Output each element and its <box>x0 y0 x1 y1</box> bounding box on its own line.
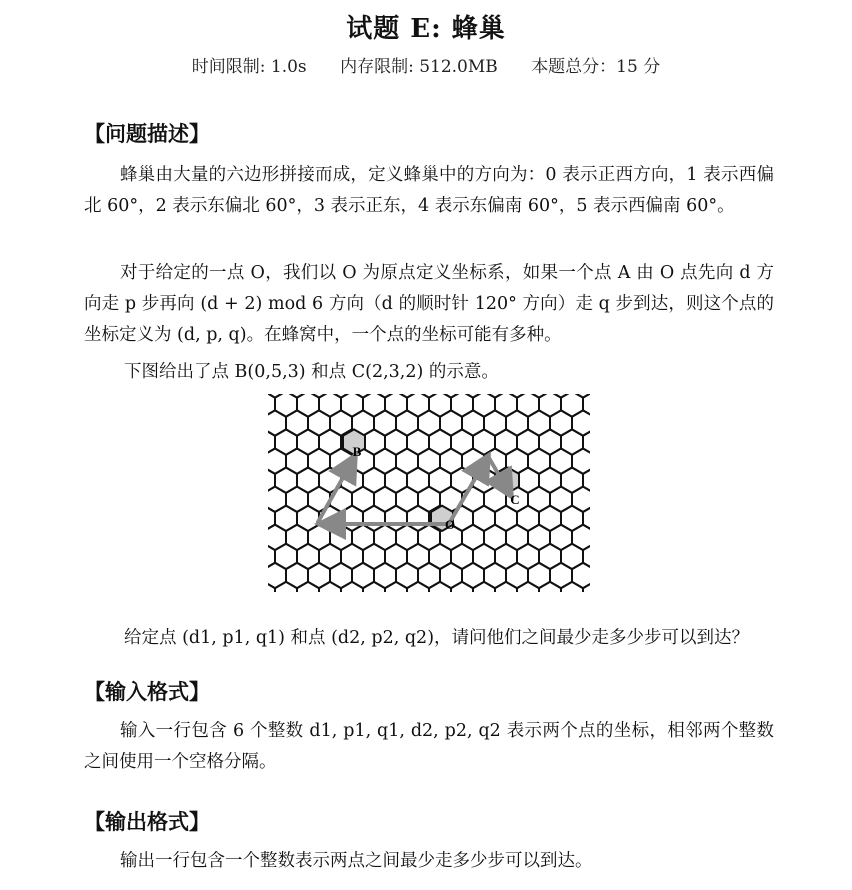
time-limit: 时间限制: 1.0s <box>191 57 307 77</box>
section-input-heading: 【输入格式】 <box>84 680 210 704</box>
section-output-heading: 【输出格式】 <box>84 810 210 834</box>
memory-limit: 内存限制: 512.0MB <box>340 57 498 77</box>
label-c: C <box>510 492 520 507</box>
hex-cell <box>539 582 561 592</box>
input-format-text: 输入一行包含 6 个整数 d1, p1, q1, d2, p2, q2 表示两个点的坐标，相邻两个整数之间使用一个空格分隔。 <box>84 721 774 772</box>
hex-cell <box>495 582 517 592</box>
description-paragraph-1: 蜂巢由大量的六边形拼接而成，定义蜂巢中的方向为：0 表示正西方向，1 表示西偏北 60°，2 表示东偏北 60°，3 表示正东，4 表示东偏南 60°，5 表示西偏南 60°。 <box>84 165 774 216</box>
honeycomb-grid <box>268 394 590 592</box>
hex-cell <box>268 582 275 592</box>
problem-meta <box>0 52 852 77</box>
hex-cell <box>275 582 297 592</box>
honeycomb-figure <box>268 394 590 592</box>
label-b: B <box>352 444 362 459</box>
hex-cell <box>583 582 590 592</box>
problem-title: 试题 E: 蜂巢 <box>346 14 506 44</box>
highlighted-cells <box>343 429 519 531</box>
hex-cell <box>297 582 319 592</box>
hex-cell <box>561 582 583 592</box>
description-paragraph-4: 给定点 (d1, p1, q1) 和点 (d2, p2, q2)，请问他们之间最少走多少步可以到达？ <box>124 628 750 648</box>
hex-cell <box>319 582 341 592</box>
hex-cell <box>363 582 385 592</box>
hex-cell <box>341 582 363 592</box>
hex-cell <box>451 582 473 592</box>
total-score: 本题总分：15 分 <box>531 57 661 77</box>
hex-cell <box>473 582 495 592</box>
section-description-heading: 【问题描述】 <box>84 122 210 146</box>
hex-cell <box>407 582 429 592</box>
description-paragraph-3: 下图给出了点 B(0,5,3) 和点 C(2,3,2) 的示意。 <box>124 362 499 382</box>
label-o: O <box>444 517 456 532</box>
hex-cell <box>429 582 451 592</box>
output-format-text: 输出一行包含一个整数表示两点之间最少走多少步可以到达。 <box>120 851 593 871</box>
description-paragraph-2: 对于给定的一点 O，我们以 O 为原点定义坐标系，如果一个点 A 由 O 点先向 d 方向走 p 步再向 (d + 2) mod 6 方向（d 的顺时针 120° 方向）走 q 步到达，则这个点的坐标定义为 (d, p, q)。在蜂窝中，一个点的坐标可能有多种。 <box>84 263 774 345</box>
hex-cell <box>385 582 407 592</box>
hex-cell <box>517 582 539 592</box>
